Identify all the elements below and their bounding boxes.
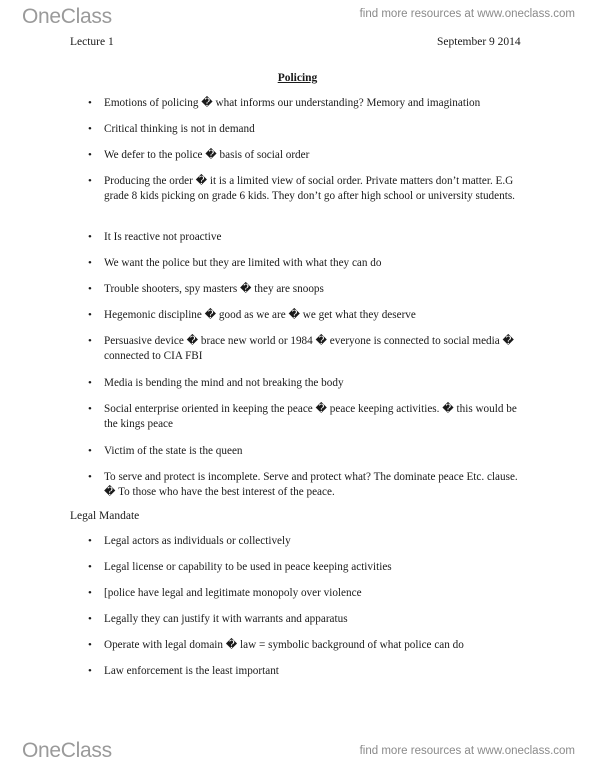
list-item-text: To serve and protect is incomplete. Serve and protect what? The dominate peace Etc. clause. � To those who have the best interest of the peace.: [104, 471, 518, 498]
list-item-text: Media is bending the mind and not breaking the body: [104, 377, 344, 389]
oneclass-logo-bottom[interactable]: OneClass: [22, 739, 112, 762]
bullet-dot-icon: •: [88, 377, 92, 389]
list-item-text: Legally they can justify it with warrants and apparatus: [104, 613, 348, 625]
bullet-dot-icon: •: [88, 471, 92, 483]
list-item-text: Critical thinking is not in demand: [104, 123, 255, 135]
bullet-dot-icon: •: [88, 257, 92, 269]
bullet-dot-icon: •: [88, 309, 92, 321]
list-item-text: Operate with legal domain � law = symbolic background of what police can do: [104, 639, 464, 651]
bullet-dot-icon: •: [88, 123, 92, 135]
bullet-dot-icon: •: [88, 283, 92, 295]
promo-link-top[interactable]: find more resources at www.oneclass.com: [359, 8, 575, 20]
bullet-dot-icon: •: [88, 403, 92, 415]
bullet-dot-icon: •: [88, 231, 92, 243]
lecture-label: Lecture 1: [70, 36, 114, 48]
page-title: Policing: [277, 72, 318, 84]
list-item-text: Legal actors as individuals or collectively: [104, 535, 291, 547]
bullet-dot-icon: •: [88, 97, 92, 109]
oneclass-logo-top[interactable]: OneClass: [22, 5, 112, 28]
list-item-text: Producing the order � it is a limited view of social order. Private matters don’t matter. E.G grade 8 kids picking on grade 6 kids. They don’t go after high school or university students.: [104, 175, 515, 202]
list-item-text: Trouble shooters, spy masters � they are snoops: [104, 283, 324, 295]
list-item-text: Persuasive device � brace new world or 1984 � everyone is connected to social media � connected to CIA FBI: [104, 335, 514, 362]
list-item-text: Legal license or capability to be used in peace keeping activities: [104, 561, 392, 573]
list-item-text: [police have legal and legitimate monopoly over violence: [104, 587, 362, 599]
promo-link-bottom[interactable]: find more resources at www.oneclass.com: [359, 745, 575, 757]
list-item-text: We defer to the police � basis of social order: [104, 149, 310, 161]
bullet-dot-icon: •: [88, 445, 92, 457]
bullet-dot-icon: •: [88, 587, 92, 599]
bullet-dot-icon: •: [88, 175, 92, 187]
bullet-dot-icon: •: [88, 613, 92, 625]
list-item-text: It Is reactive not proactive: [104, 231, 222, 243]
list-item-text: Law enforcement is the least important: [104, 665, 279, 677]
bullet-dot-icon: •: [88, 665, 92, 677]
list-item-text: Emotions of policing � what informs our understanding? Memory and imagination: [104, 97, 481, 109]
bullet-dot-icon: •: [88, 639, 92, 651]
list-item-text: We want the police but they are limited with what they can do: [104, 257, 382, 269]
bullet-dot-icon: •: [88, 149, 92, 161]
lecture-date: September 9 2014: [437, 36, 521, 48]
bullet-dot-icon: •: [88, 535, 92, 547]
bullet-dot-icon: •: [88, 561, 92, 573]
list-item-text: Social enterprise oriented in keeping the peace � peace keeping activities. � this would be the kings peace: [104, 403, 517, 430]
list-item-text: Victim of the state is the queen: [104, 445, 243, 457]
list-item-text: Hegemonic discipline � good as we are � we get what they deserve: [104, 309, 416, 321]
bullet-dot-icon: •: [88, 335, 92, 347]
section-heading: Legal Mandate: [70, 510, 140, 522]
